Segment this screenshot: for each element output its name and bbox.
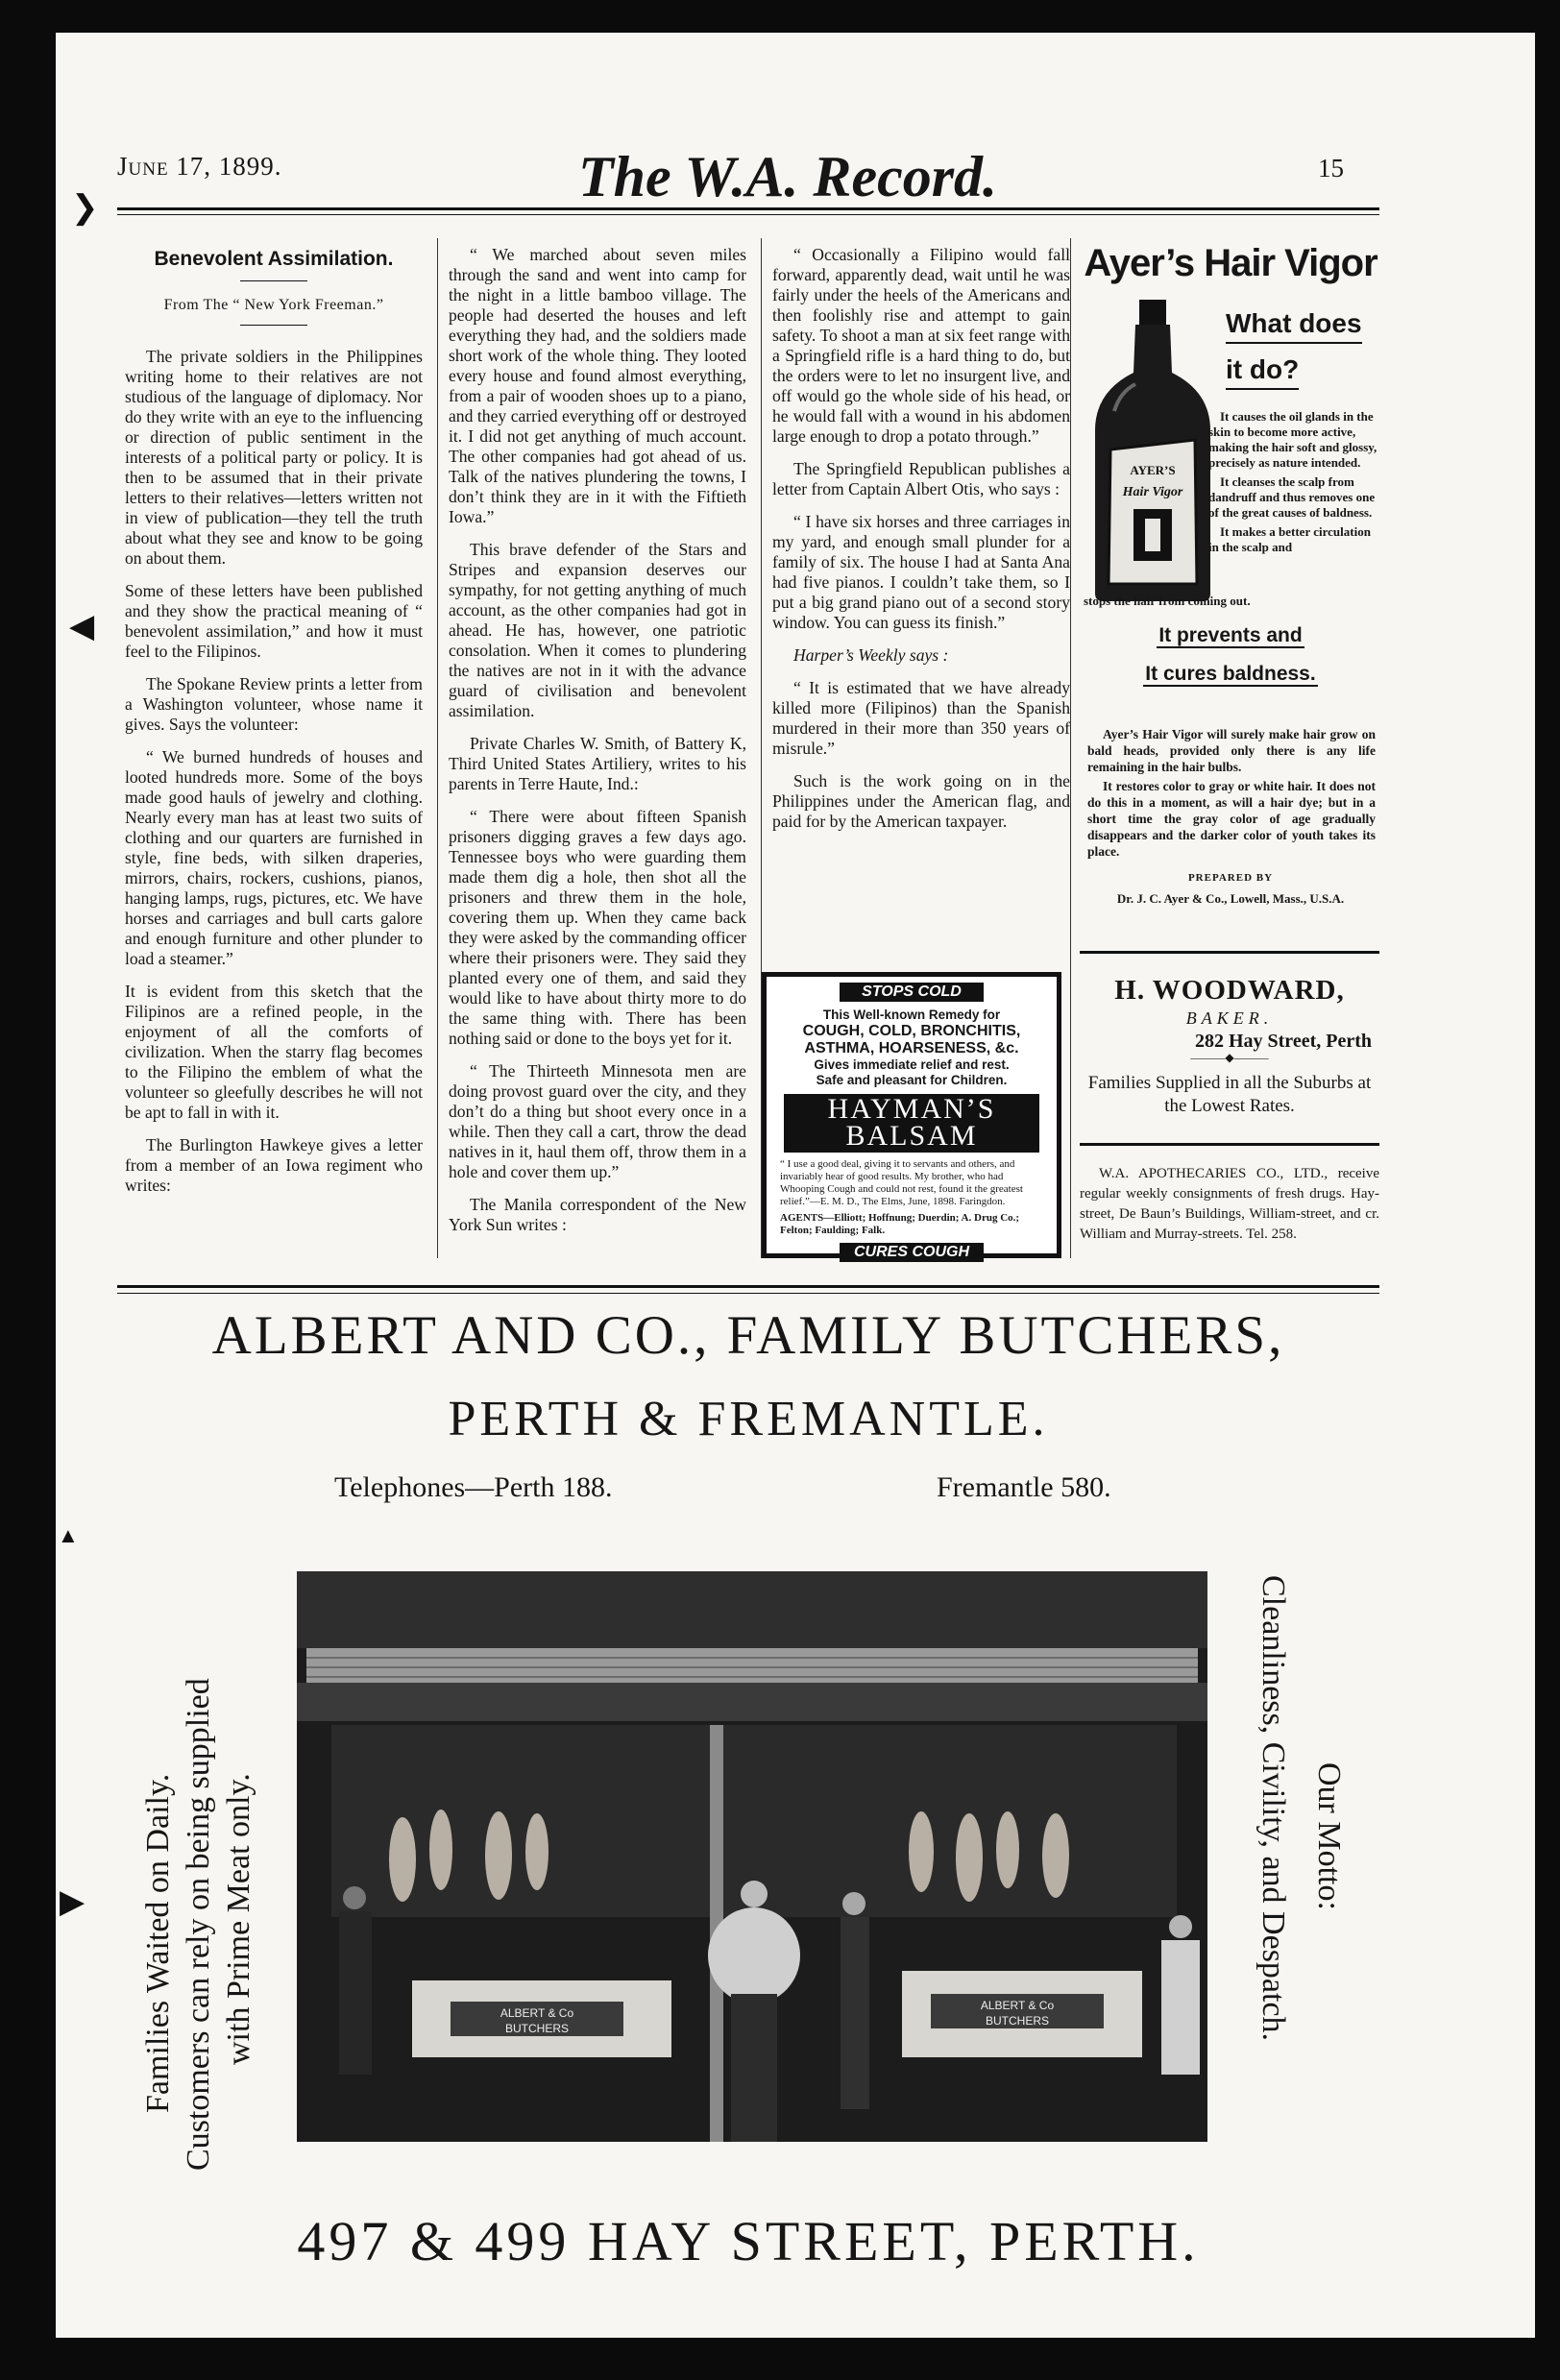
motto-heading: Our Motto: — [1311, 1762, 1347, 1910]
ad-line: Gives immediate relief and rest. — [814, 1057, 1010, 1072]
section-rule-thin — [117, 1293, 1379, 1294]
shop-sign-trade: BUTCHERS — [504, 2022, 570, 2035]
ad-line: Safe and pleasant for Children. — [816, 1073, 1008, 1087]
short-rule — [240, 325, 307, 326]
article-column-2 — [449, 245, 746, 1248]
paragraph: Private Charles W. Smith, of Battery K, Third United States Artiliery, writes to his parents in Terre Haute, Ind.: — [449, 734, 746, 793]
paragraph: “ I have six horses and three carriages in my yard, and enough small plunder for a family of six. The house I had at Santa Ana had five pianos. I couldn’t take them, so I put a big grand piano out of a second story window. You can guess its finish.” — [772, 512, 1070, 632]
paragraph: Such is the work going on in the Philippines under the American flag, and paid for by the American taxpayer. — [772, 771, 1070, 831]
paragraph: “ There were about fifteen Spanish prisoners digging graves a few days ago. Tennessee boys who were guarding them made them dig a hole, then shot all the prisoners and threw them in the hole, covering them up. When they came back they were asked by the commanding officer where their prisoners were. They said they planted every one of them, and said they would like to have about thirty more to do the same thing with. There has been nothing said or done to the boys yet for it. — [449, 807, 746, 1048]
paragraph: The Springfield Republican publishes a letter from Captain Albert Otis, who says : — [772, 459, 1070, 498]
paragraph: The Spokane Review prints a letter from a Washington volunteer, whose name it gives. Says the volunteer: — [125, 674, 423, 734]
brand-name: BALSAM — [845, 1120, 978, 1152]
cures-cough-banner: CURES COUGH — [840, 1243, 984, 1262]
prepared-by: PREPARED BY — [1187, 872, 1274, 884]
paragraph: Some of these letters have been published and they show the practical meaning of “ benevolent assimilation,” and how it must feel to the Filipinos. — [125, 581, 423, 661]
notice-text: W.A. APOTHECARIES CO., LTD., receive regular weekly consignments of fresh drugs. Hay-street, De Baun’s Buildings, William-street, and cr. William and Murray-streets. Tel. 258. — [1080, 1166, 1379, 1242]
short-rule — [240, 280, 307, 281]
butchers-address: 497 & 499 HAY STREET, PERTH. — [297, 2210, 1200, 2272]
cures-line: It cures baldness. — [1145, 663, 1316, 685]
testimonial: “ I use a good deal, giving it to servants and others, and invariably hear of good results. My brother, who had Whooping Cough and could not rest, found it the greatest relief.”—E. M. D., The Elms, June, 1898. Faringdon. — [780, 1158, 1023, 1207]
masthead-rule — [117, 207, 1379, 210]
paragraph: “ It is estimated that we have already killed more (Filipinos) than the Spanish murdered in their more than 350 years of misrule.” — [772, 678, 1070, 758]
margin-mark: ▲ — [58, 1523, 79, 1547]
baker-address: 282 Hay Street, Perth — [1194, 1031, 1372, 1052]
bottle-label-name: Hair Vigor — [1122, 485, 1183, 499]
paragraph: “ The Thirteeth Minnesota men are doing provost guard over the city, and they don’t do a thing but shoot every once in a while. Then they call a cart, throw the dead natives in it, haul them off, throw them in a hole and cover them up.” — [449, 1061, 746, 1181]
page-number: 15 — [1318, 154, 1344, 182]
shop-sign-trade: BUTCHERS — [985, 2014, 1050, 2028]
telephone-perth: Telephones—Perth 188. — [334, 1471, 613, 1503]
manufacturer: Dr. J. C. Ayer & Co., Lowell, Mass., U.S.A. — [1116, 891, 1345, 906]
ad-title: Ayer’s Hair Vigor — [1084, 242, 1377, 284]
baker-trade: BAKER. — [1185, 1008, 1274, 1028]
baker-name: H. WOODWARD, — [1114, 975, 1345, 1006]
body-paragraph: Ayer’s Hair Vigor will surely make hair grow on bald heads, provided only there is any life remaining in the hair bulbs. — [1087, 727, 1376, 774]
bottle-illustration — [1091, 296, 1214, 603]
woodward-baker-ad — [1080, 975, 1379, 1118]
haymans-balsam-ad — [762, 972, 1061, 1258]
slogan-line: with Prime Meat only. — [221, 1773, 256, 2065]
paragraph: It is evident from this sketch that the Filipinos are a refined people, in the enjoyment of all the comforts of civilization. When the starry flag becomes to the Filipino the emblem of what the volunteer so gleefully describes he will not be apt to fall in with it. — [125, 982, 423, 1122]
butchers-headline: ALBERT AND CO., FAMILY BUTCHERS, — [211, 1305, 1285, 1366]
left-vertical-slogan — [136, 1546, 271, 2171]
ayers-hair-vigor-ad — [1084, 238, 1377, 949]
margin-mark: ❯ — [71, 190, 99, 226]
stops-cold-banner: STOPS COLD — [840, 983, 984, 1002]
ad-divider — [1080, 1143, 1379, 1146]
body-paragraph: It restores color to gray or white hair. It does not do this in a moment, as will a hair dye; but in a short time the gray color of age gradually disappears and the darker color of youth takes its place. — [1087, 779, 1376, 859]
ornament-divider: ———◆——— — [1190, 1051, 1269, 1064]
issue-date: June 17, 1899. — [117, 152, 282, 181]
butchers-location: PERTH & FREMANTLE. — [448, 1392, 1049, 1446]
article-source: From The “ New York Freeman.” — [163, 297, 384, 313]
ad-line: COUGH, COLD, BRONCHITIS, — [802, 1023, 1021, 1039]
prevents-line: It prevents and — [1158, 624, 1303, 646]
section-rule — [117, 1285, 1379, 1288]
bottle-label-brand: AYER’S — [1130, 463, 1176, 477]
butcher-shop-photograph — [297, 1571, 1207, 2142]
right-vertical-motto — [1239, 1575, 1374, 2171]
telephone-fremantle: Fremantle 580. — [937, 1471, 1111, 1503]
slogan-line: Families Waited on Daily. — [140, 1773, 176, 2113]
paragraph: “ Occasionally a Filipino would fall forward, apparently dead, wait until he was fairly under the heels of the Americans and then foolishly rise and attempt to gain safety. To shoot a man at six feet range with a Springfield rifle is a hard thing to do, but the orders were to let no insurgent live, and off would go the whole side of his head, or he would fall with a wound in his abdomen large enough to drop a potato through.” — [772, 245, 1070, 446]
masthead-rule-thin — [117, 214, 1379, 215]
paragraph: This brave defender of the Stars and Stripes and expansion deserves our sympathy, for not getting anything of much account, as the other companies had got in ahead. He has, however, one patriotic consolation. When it comes to plundering the natives are not in it with the advance guard of civilisation and benevolent assimilation. — [449, 540, 746, 720]
brand-box — [784, 1094, 1039, 1153]
ad-line: ASTHMA, HOARSENESS, &c. — [804, 1040, 1019, 1056]
question-line: What does — [1226, 305, 1362, 344]
article-heading: Benevolent Assimilation. — [154, 248, 394, 270]
apothecaries-notice — [1080, 1164, 1379, 1245]
article-column-3 — [772, 245, 1070, 844]
paragraph: “ We burned hundreds of houses and looted hundreds more. Some of the boys made good hauls of jewelry and clothing. Nearly every man has at least two suits of clothing and our quarters are furnished in style, fine beds, with silken draperies, mirrors, chairs, rockers, cushions, pianos, hanging lamps, rugs, pictures, etc. We have horses and carriages and bull carts galore and enough furniture and other plunder to load a steamer.” — [125, 747, 423, 968]
paragraph: Harper’s Weekly says : — [793, 645, 949, 665]
margin-mark: ▶ — [60, 1884, 85, 1920]
what-does-it-do — [1226, 305, 1362, 398]
question-line: it do? — [1226, 352, 1299, 390]
motto-text: Cleanliness, Civility, and Despatch. — [1255, 1575, 1291, 2042]
ayer-benefit-continued — [1084, 594, 1377, 686]
slogan-line: Customers can rely on being supplied — [181, 1678, 216, 2171]
benefit: It makes a better circulation in the scalp and — [1208, 524, 1371, 554]
ad-divider — [1080, 951, 1379, 954]
benefit: It causes the oil glands in the skin to become more active, making the hair soft and glossy, precisely as nature intended. — [1208, 409, 1377, 470]
paragraph: The private soldiers in the Philippines writing home to their relatives are not studious of the language of diplomacy. Nor do they write with an eye to the influencing or direction of public sentiment in the interests of a political party or policy. It is then to be assumed that in their private letters to their relatives—letters written not in view of publication—they tell the truth about what they see and know to be going on about them. — [125, 347, 423, 568]
paragraph: The Burlington Hawkeye gives a letter from a member of an Iowa regiment who writes: — [125, 1135, 423, 1195]
benefit: stops the hair from coming out. — [1084, 594, 1251, 608]
shop-sign-name: ALBERT & Co — [980, 1999, 1055, 2012]
column-separator — [1070, 238, 1071, 1258]
column-separator — [437, 238, 438, 1258]
ad-line: This Well-known Remedy for — [822, 1008, 1001, 1022]
ayer-body — [1087, 726, 1376, 862]
paragraph: “ We marched about seven miles through the sand and went into camp for the night in a little bamboo village. The people had deserted the houses and left everything they had, and the soldiers made short work of the whole thing. They looted every house and found almost everything, from a pair of wooden shoes up to a piano, and they carried everything off or destroyed it. I did not get anything of much account. The other companies had got ahead of us. Talk of the natives plundering the towns, I don’t think they are in it with the Fiftieth Iowa.” — [449, 245, 746, 526]
ayer-benefits — [1208, 409, 1377, 559]
shop-sign-name: ALBERT & Co — [500, 2006, 574, 2020]
baker-families-line: Families Supplied in all the Suburbs at the Lowest Rates. — [1087, 1073, 1372, 1116]
margin-mark: ◀ — [69, 609, 95, 644]
agents-list: AGENTS—Elliott; Hoffnung; Duerdin; A. Drug Co.; Felton; Faulding; Falk. — [780, 1212, 1020, 1236]
newspaper-title: The W.A. Record. — [577, 145, 998, 208]
paragraph: The Manila correspondent of the New York Sun writes : — [449, 1195, 746, 1234]
article-column-1 — [125, 245, 423, 1208]
brand-name: HAYMAN’S — [827, 1093, 996, 1125]
benefit: It cleanses the scalp from dandruff and thus removes one of the great causes of baldness. — [1208, 474, 1376, 520]
